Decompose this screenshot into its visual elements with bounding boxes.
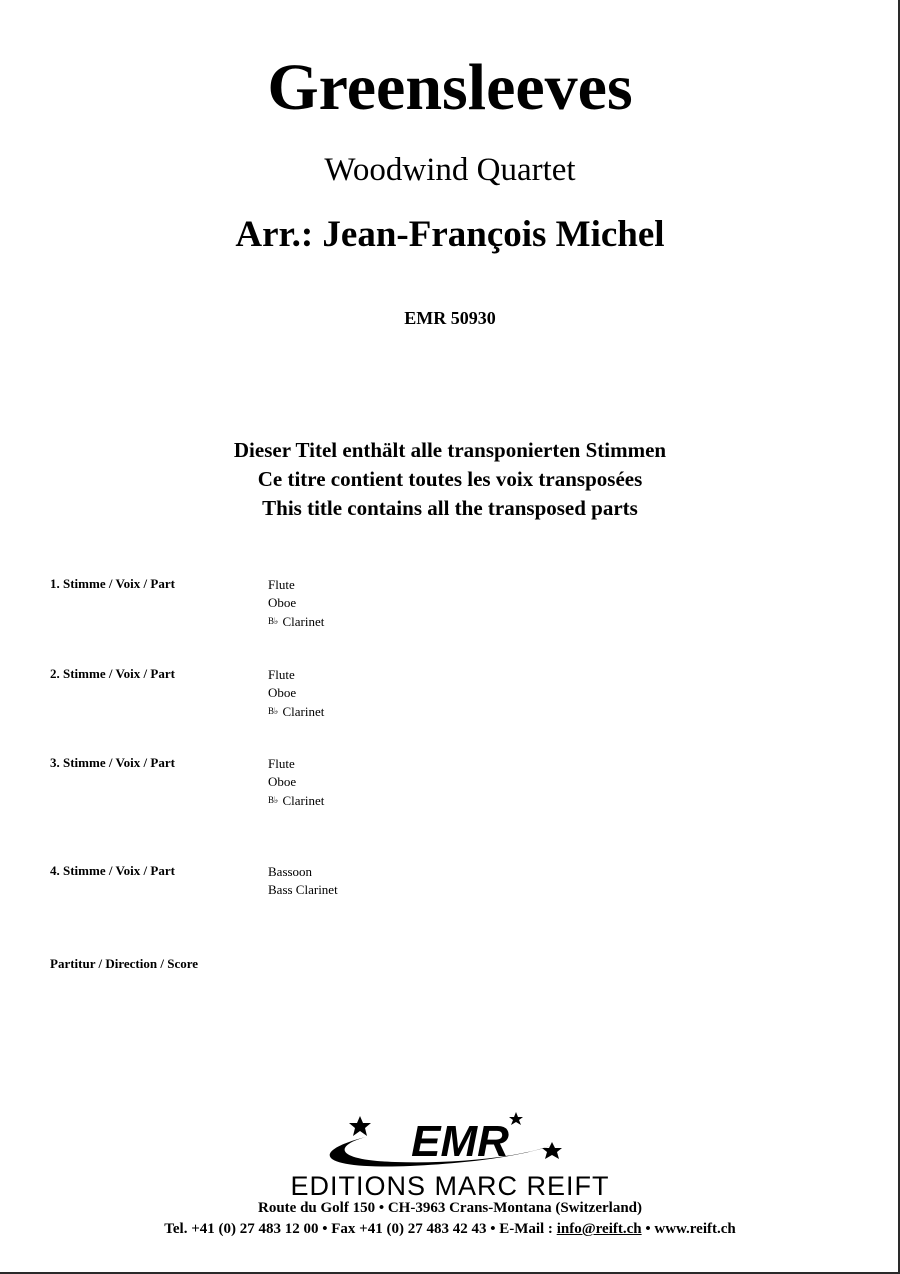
- part-instruments: [268, 666, 324, 721]
- notice-line-english: This title contains all the transposed parts: [262, 496, 638, 520]
- part-label: 2. Stimme / Voix / Part: [50, 666, 175, 681]
- instrument-flute: Flute: [268, 756, 295, 771]
- instrument-clarinet: B♭ Clarinet: [268, 793, 325, 808]
- instrument-clarinet: B♭ Clarinet: [268, 704, 325, 719]
- instrument-oboe: Oboe: [268, 685, 297, 700]
- clarinet-key: B♭: [268, 616, 279, 626]
- logo-star-left: [349, 1116, 371, 1136]
- instrument-oboe: Oboe: [268, 595, 297, 610]
- part-label: 3. Stimme / Voix / Part: [50, 755, 175, 770]
- instrument-flute: Flute: [268, 577, 295, 592]
- arranger: Arr.: Jean-François Michel: [235, 214, 665, 255]
- publisher-address: Route du Golf 150 • CH-3963 Crans-Montana (Switzerland): [258, 1200, 642, 1216]
- contact-phone-fax: Tel. +41 (0) 27 483 12 00 • Fax +41 (0) 27 483 42 43 • E-Mail :: [164, 1221, 557, 1237]
- part-instruments: [268, 576, 324, 631]
- clarinet-key: B♭: [268, 706, 279, 716]
- email-link[interactable]: info@reift.ch: [556, 1221, 642, 1237]
- emr-logo: [300, 1106, 570, 1172]
- logo-star-small: [509, 1112, 523, 1125]
- transposed-parts-notice: [0, 436, 900, 523]
- page-title: Greensleeves: [267, 51, 633, 124]
- score-label: Partitur / Direction / Score: [50, 956, 199, 971]
- part-instruments: [268, 863, 338, 899]
- part-label: 4. Stimme / Voix / Part: [50, 863, 175, 878]
- logo-text: EMR: [411, 1117, 509, 1166]
- logo-star-right: [542, 1142, 562, 1159]
- instrument-clarinet: B♭ Clarinet: [268, 614, 325, 629]
- publisher-name: EDITIONS MARC REIFT: [290, 1171, 610, 1201]
- instrument-oboe: Oboe: [268, 774, 297, 789]
- instrument-flute: Flute: [268, 667, 295, 682]
- publisher-contact: [0, 1219, 900, 1239]
- part-label: 1. Stimme / Voix / Part: [50, 576, 175, 591]
- instrument-bassoon: Bassoon: [268, 864, 313, 879]
- instrument-bass-clarinet: Bass Clarinet: [268, 882, 338, 897]
- notice-line-french: Ce titre contient toutes les voix transposées: [257, 467, 643, 491]
- clarinet-key: B♭: [268, 795, 279, 805]
- catalog-number: EMR 50930: [404, 308, 496, 328]
- contact-website: • www.reift.ch: [641, 1221, 736, 1237]
- subtitle: Woodwind Quartet: [324, 152, 576, 188]
- part-instruments: [268, 755, 324, 810]
- notice-line-german: Dieser Titel enthält alle transponierten Stimmen: [233, 438, 667, 462]
